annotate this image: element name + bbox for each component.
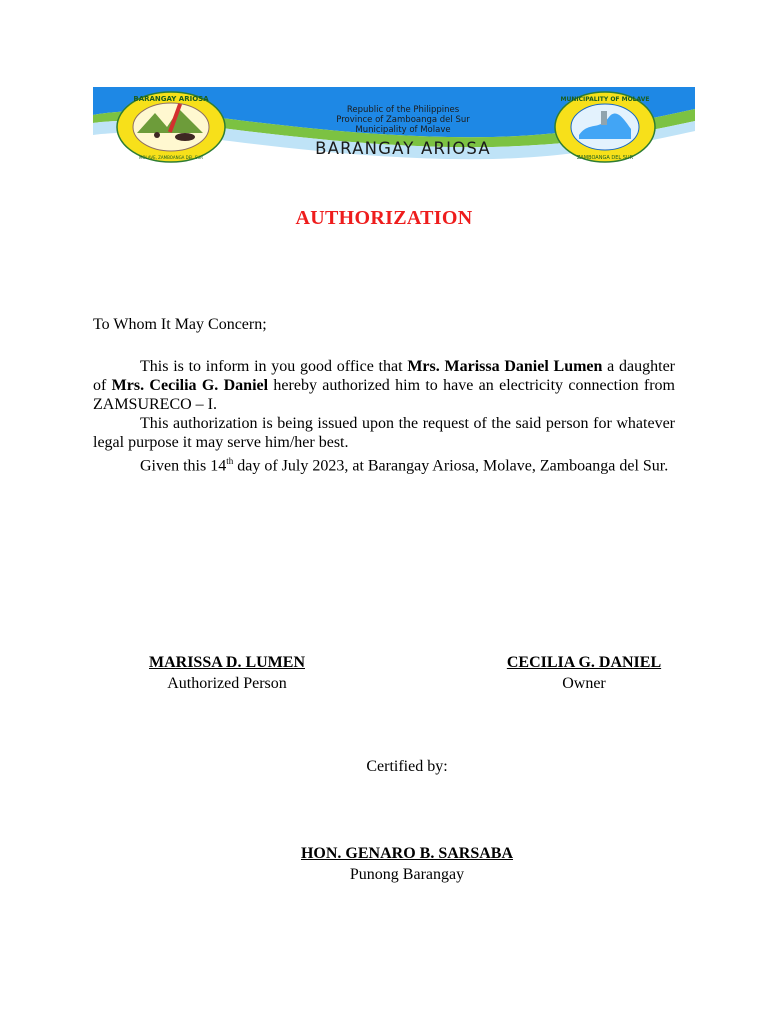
signature-certifier <box>260 843 554 885</box>
signatory-name: HON. GENARO B. SARSABA <box>300 845 514 862</box>
certified-by-label: Certified by: <box>366 758 448 775</box>
document-title: AUTHORIZATION <box>295 207 473 229</box>
paragraph-2: This authorization is being issued upon the request of the said person for whatever legal purpose it may serve him/her best. <box>93 415 675 451</box>
signatory-role: Punong Barangay <box>349 866 465 883</box>
municipality-of-molave-seal <box>553 91 657 163</box>
province-line: Province of Zamboanga del Sur <box>336 115 470 125</box>
signatory-name: CECILIA G. DANIEL <box>506 654 662 671</box>
paragraph-3: Given this 14th day of July 2023, at Barangay Ariosa, Molave, Zamboanga del Sur. <box>140 456 669 475</box>
letterhead-banner <box>93 87 695 163</box>
municipality-line: Municipality of Molave <box>355 125 451 135</box>
republic-line: Republic of the Philippines <box>346 105 460 115</box>
seal-text-top: MUNICIPALITY OF MOLAVE <box>560 96 650 103</box>
signature-owner <box>476 652 692 694</box>
paragraph-1: This is to inform in you good office that Mrs. Marissa Daniel Lumen a daughter of Mrs. Cecilia G. Daniel hereby authorized him to have an electricity connection from ZAMSURECO – I. <box>93 358 676 413</box>
letterhead-text <box>243 105 563 158</box>
authorized-person-name: Mrs. Marissa Daniel Lumen <box>407 358 603 375</box>
signatory-name: MARISSA D. LUMEN <box>148 654 305 671</box>
letter-body <box>93 357 675 475</box>
salutation: To Whom It May Concern; <box>93 316 267 333</box>
barangay-ariosa-seal <box>115 91 227 163</box>
seal-text-bottom: MOLAVE, ZAMBOANGA DEL SUR <box>138 155 204 160</box>
seal-text-top: BARANGAY ARIOSA <box>133 95 209 103</box>
signatory-role: Owner <box>562 675 606 692</box>
signature-authorized-person <box>118 652 336 694</box>
seal-text-bottom: ZAMBOANGA DEL SUR <box>576 155 634 161</box>
signatory-role: Authorized Person <box>167 675 287 692</box>
barangay-name: BARANGAY ARIOSA <box>315 139 491 158</box>
owner-name: Mrs. Cecilia G. Daniel <box>111 377 269 394</box>
